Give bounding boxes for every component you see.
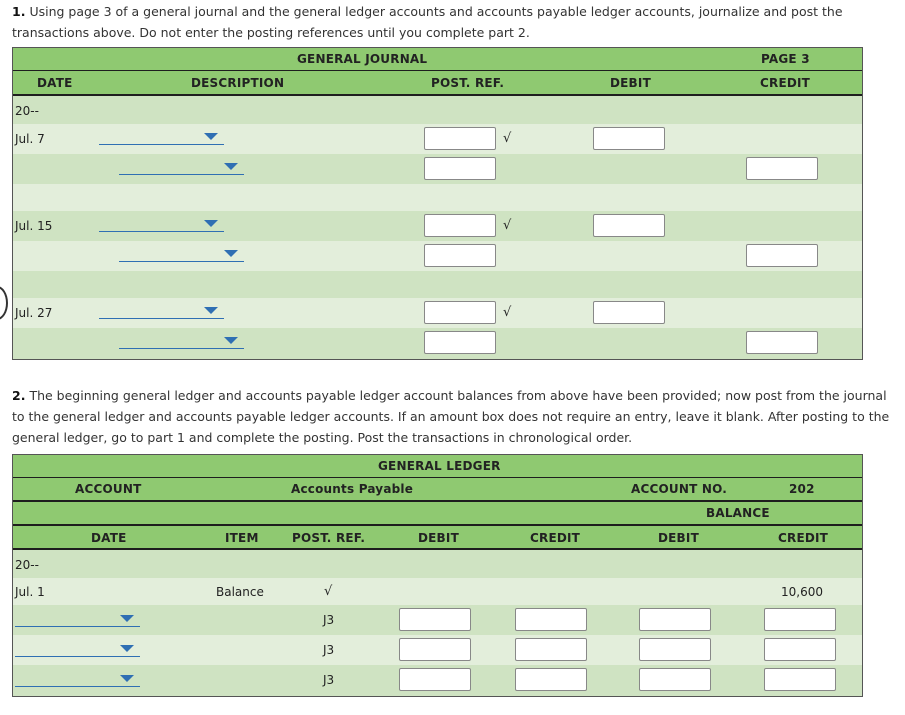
journal-title: GENERAL JOURNAL <box>297 52 428 66</box>
ledger-debit-input[interactable] <box>399 608 471 631</box>
journal-blank-row <box>13 271 862 298</box>
part1-number: 1. <box>12 4 26 19</box>
ledger-header-row <box>13 526 862 550</box>
journal-account-dropdown[interactable] <box>119 247 244 262</box>
ledger-title: GENERAL LEDGER <box>378 459 501 473</box>
journal-debit-input[interactable] <box>593 301 665 324</box>
ledger-header-credit: CREDIT <box>530 531 581 545</box>
part2-instructions <box>12 385 902 448</box>
chevron-down-icon <box>120 645 134 652</box>
journal-header-date: DATE <box>37 76 73 90</box>
part1-instructions <box>12 1 902 43</box>
ledger-opening-date: Jul. 1 <box>15 585 45 599</box>
journal-debit-input[interactable] <box>593 127 665 150</box>
page-edge-marker <box>0 286 8 320</box>
ledger-opening-item: Balance <box>216 585 264 599</box>
ledger-credit-input[interactable] <box>515 608 587 631</box>
ledger-opening-row <box>13 578 862 605</box>
part2-number: 2. <box>12 388 26 403</box>
journal-credit-input[interactable] <box>746 331 818 354</box>
ledger-credit-input[interactable] <box>515 638 587 661</box>
chevron-down-icon <box>120 615 134 622</box>
journal-year: 20-- <box>15 104 39 118</box>
journal-account-dropdown[interactable] <box>119 334 244 349</box>
ledger-balance-credit-input[interactable] <box>764 668 836 691</box>
part1-text: Using page 3 of a general journal and the general ledger accounts and accounts payable ledger accounts, journalize and post the transactions above. Do not enter the posting references until you complete part 2. <box>12 4 843 40</box>
journal-row <box>13 241 862 271</box>
ledger-header-post-ref: POST. REF. <box>292 531 366 545</box>
ledger-header-balance-debit: DEBIT <box>658 531 699 545</box>
ledger-entry-row <box>13 605 862 635</box>
checkmark-icon: √ <box>503 305 512 320</box>
chevron-down-icon <box>224 337 238 344</box>
journal-post-ref-input[interactable] <box>424 157 496 180</box>
chevron-down-icon <box>204 220 218 227</box>
journal-row <box>13 298 862 328</box>
journal-page-label: PAGE 3 <box>761 52 810 66</box>
journal-post-ref-input[interactable] <box>424 244 496 267</box>
journal-account-dropdown[interactable] <box>119 160 244 175</box>
journal-year-row <box>13 97 862 124</box>
journal-account-dropdown[interactable] <box>99 130 224 145</box>
ledger-account-label: ACCOUNT <box>75 482 142 496</box>
journal-date: Jul. 15 <box>15 219 53 233</box>
journal-post-ref-input[interactable] <box>424 301 496 324</box>
chevron-down-icon <box>224 163 238 170</box>
ledger-date-dropdown[interactable] <box>15 672 140 687</box>
chevron-down-icon <box>204 307 218 314</box>
journal-account-dropdown[interactable] <box>99 304 224 319</box>
ledger-year: 20-- <box>15 558 39 572</box>
journal-date: Jul. 27 <box>15 306 53 320</box>
ledger-account-no: 202 <box>789 482 815 496</box>
journal-row <box>13 328 862 358</box>
journal-credit-input[interactable] <box>746 157 818 180</box>
ledger-balance-debit-input[interactable] <box>639 668 711 691</box>
ledger-debit-input[interactable] <box>399 638 471 661</box>
ledger-debit-input[interactable] <box>399 668 471 691</box>
ledger-header-date: DATE <box>91 531 127 545</box>
journal-row <box>13 211 862 241</box>
journal-blank-row <box>13 184 862 211</box>
journal-post-ref-input[interactable] <box>424 331 496 354</box>
journal-header-credit: CREDIT <box>760 76 811 90</box>
journal-title-bar <box>13 48 862 72</box>
chevron-down-icon <box>204 133 218 140</box>
general-journal-table <box>12 47 863 360</box>
ledger-credit-input[interactable] <box>515 668 587 691</box>
ledger-title-bar <box>13 455 862 479</box>
ledger-account-no-label: ACCOUNT NO. <box>631 482 727 496</box>
ledger-header-balance-credit: CREDIT <box>778 531 829 545</box>
journal-account-dropdown[interactable] <box>99 217 224 232</box>
journal-post-ref-input[interactable] <box>424 214 496 237</box>
journal-header-debit: DEBIT <box>610 76 651 90</box>
journal-debit-input[interactable] <box>593 214 665 237</box>
checkmark-icon: √ <box>324 584 333 599</box>
checkmark-icon: √ <box>503 131 512 146</box>
ledger-date-dropdown[interactable] <box>15 642 140 657</box>
ledger-entry-row <box>13 635 862 665</box>
ledger-entry-post-ref: J3 <box>323 643 335 657</box>
ledger-balance-bar <box>13 502 862 526</box>
general-ledger-table <box>12 454 863 697</box>
ledger-balance-credit-input[interactable] <box>764 608 836 631</box>
part2-text: The beginning general ledger and accounts payable ledger account balances from above have been provided; now post from the journal to the general ledger and accounts payable ledger accounts. If an amount box does not require an entry, leave it blank. After posting to the general ledger, go to part 1 and complete the posting. Post the transactions in chronological order. <box>12 388 890 445</box>
ledger-header-item: ITEM <box>225 531 259 545</box>
checkmark-icon: √ <box>503 218 512 233</box>
journal-header-row <box>13 71 862 96</box>
chevron-down-icon <box>120 675 134 682</box>
ledger-balance-debit-input[interactable] <box>639 608 711 631</box>
ledger-date-dropdown[interactable] <box>15 612 140 627</box>
journal-post-ref-input[interactable] <box>424 127 496 150</box>
journal-credit-input[interactable] <box>746 244 818 267</box>
ledger-entry-post-ref: J3 <box>323 613 335 627</box>
ledger-account-bar <box>13 478 862 502</box>
ledger-opening-balance-credit: 10,600 <box>781 585 823 599</box>
journal-date: Jul. 7 <box>15 132 45 146</box>
ledger-account-name: Accounts Payable <box>291 482 414 496</box>
journal-row <box>13 124 862 154</box>
chevron-down-icon <box>224 250 238 257</box>
ledger-balance-debit-input[interactable] <box>639 638 711 661</box>
journal-header-post-ref: POST. REF. <box>431 76 505 90</box>
journal-row <box>13 154 862 184</box>
ledger-header-debit: DEBIT <box>418 531 459 545</box>
ledger-entry-post-ref: J3 <box>323 673 335 687</box>
ledger-entry-row <box>13 665 862 695</box>
ledger-year-row <box>13 551 862 578</box>
ledger-balance-credit-input[interactable] <box>764 638 836 661</box>
ledger-balance-label: BALANCE <box>706 506 770 520</box>
journal-header-description: DESCRIPTION <box>191 76 285 90</box>
